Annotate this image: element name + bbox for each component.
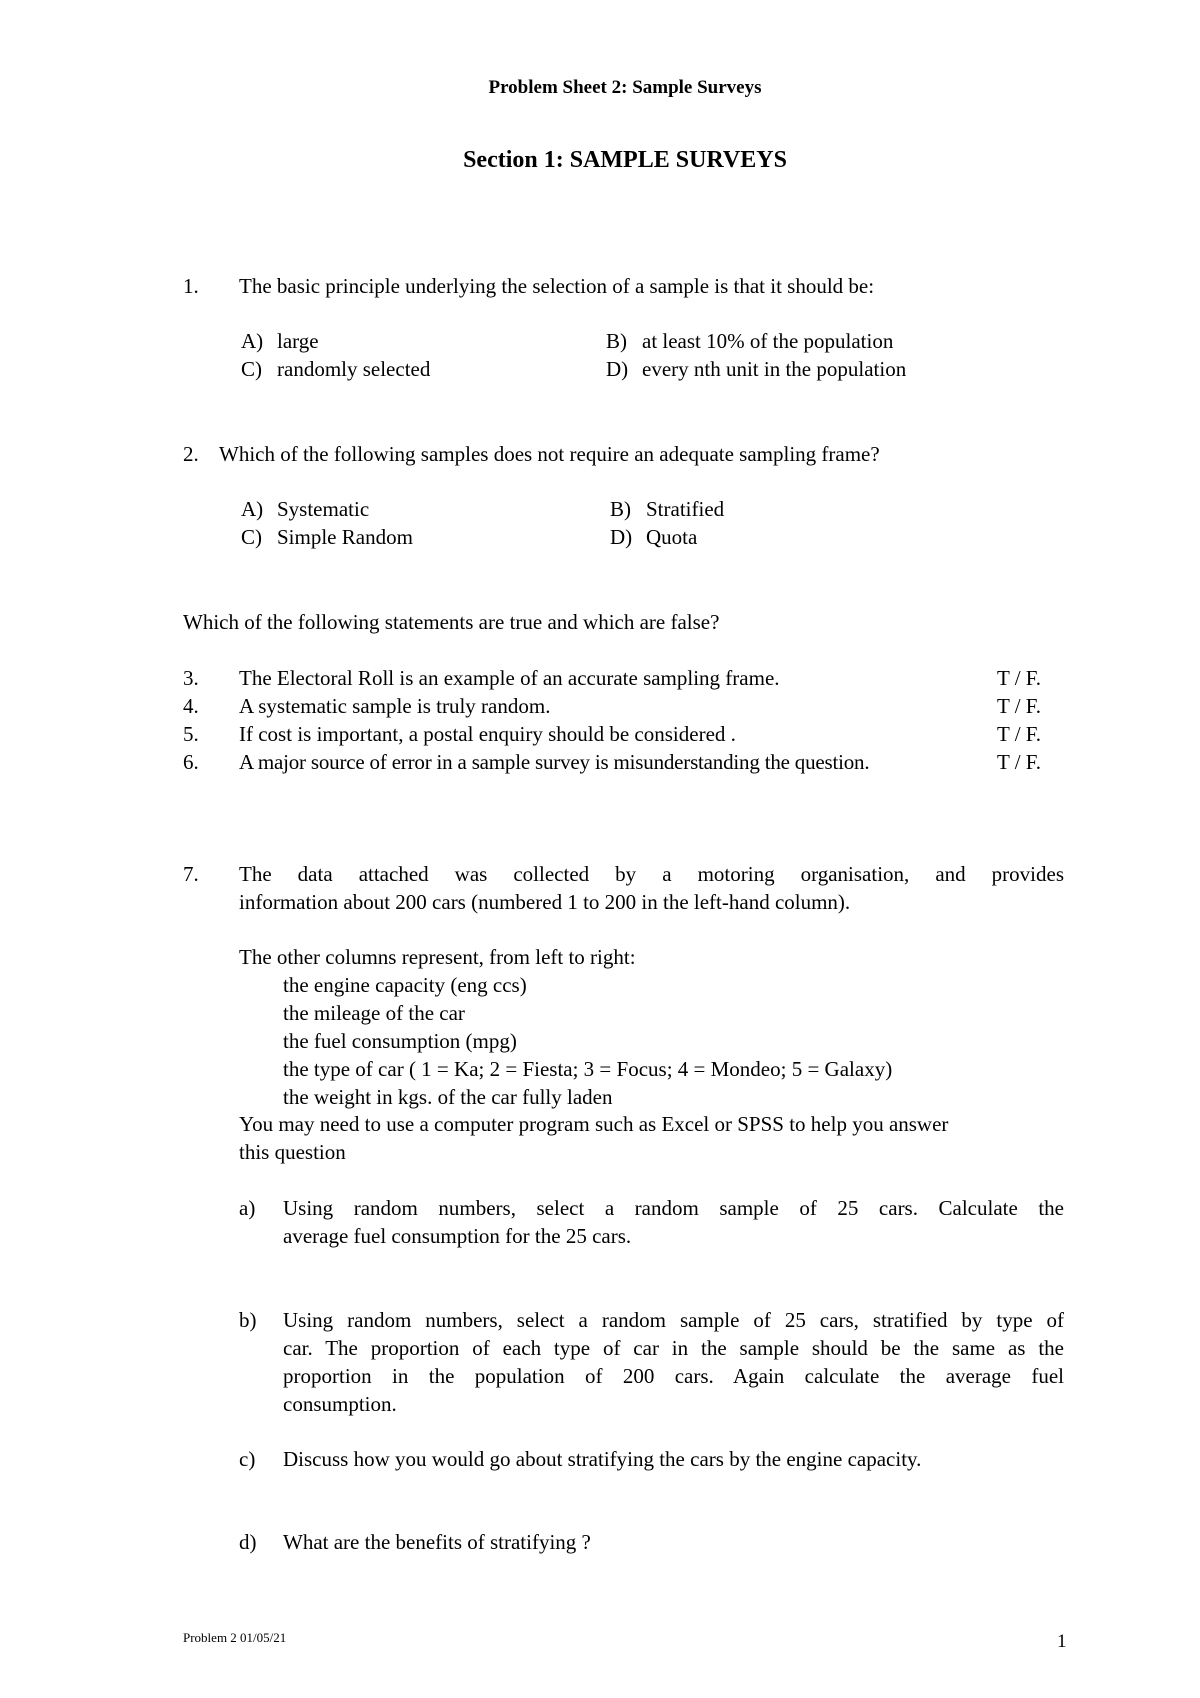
- option-b: B) at least 10% of the population: [606, 329, 894, 353]
- true-false-mark: T / F.: [997, 694, 1042, 718]
- column-description: the type of car ( 1 = Ka; 2 = Fiesta; 3 = Focus; 4 = Mondeo; 5 = Galaxy): [283, 1057, 893, 1081]
- question-number: 7.: [183, 862, 199, 886]
- part-letter: a): [239, 1196, 256, 1220]
- option-b: B) Stratified: [610, 497, 725, 521]
- question-text-line-2: information about 200 cars (numbered 1 to 200 in the left-hand column).: [239, 890, 851, 914]
- part-letter: d): [239, 1530, 257, 1554]
- question-number: 1.: [183, 274, 199, 298]
- true-false-mark: T / F.: [997, 722, 1042, 746]
- page-number: 1: [1057, 1631, 1067, 1652]
- columns-intro: The other columns represent, from left to right:: [239, 945, 636, 969]
- true-false-mark: T / F.: [997, 750, 1042, 774]
- note-line-2: this question: [239, 1140, 346, 1164]
- page-header-title: Problem Sheet 2: Sample Surveys: [488, 77, 762, 98]
- option-c: C) randomly selected: [241, 357, 431, 381]
- question-text: The basic principle underlying the selection of a sample is that it should be:: [239, 274, 875, 298]
- question-text-line-1: The data attached was collected by a motoring organisation, and provides: [239, 862, 1064, 886]
- part-letter: c): [239, 1447, 256, 1471]
- note-line-1: You may need to use a computer program such as Excel or SPSS to help you answer: [239, 1112, 949, 1136]
- true-false-mark: T / F.: [997, 666, 1042, 690]
- option-d: D) every nth unit in the population: [606, 357, 907, 381]
- option-a: A) large: [241, 329, 319, 353]
- option-a: A) Systematic: [241, 497, 370, 521]
- column-description: the weight in kgs. of the car fully laden: [283, 1085, 613, 1109]
- true-false-intro: Which of the following statements are true and which are false?: [183, 610, 720, 634]
- part-letter: b): [239, 1308, 257, 1332]
- footer-document-id: Problem 2 01/05/21: [183, 1630, 287, 1645]
- question-number: 2.: [183, 442, 199, 466]
- column-description: the fuel consumption (mpg): [283, 1029, 517, 1053]
- column-description: the engine capacity (eng ccs): [283, 973, 527, 997]
- column-description: the mileage of the car: [283, 1001, 465, 1025]
- question-text: Which of the following samples does not require an adequate sampling frame?: [219, 442, 880, 466]
- section-title: Section 1: SAMPLE SURVEYS: [463, 147, 787, 173]
- option-d: D) Quota: [610, 525, 698, 549]
- option-c: C) Simple Random: [241, 525, 413, 549]
